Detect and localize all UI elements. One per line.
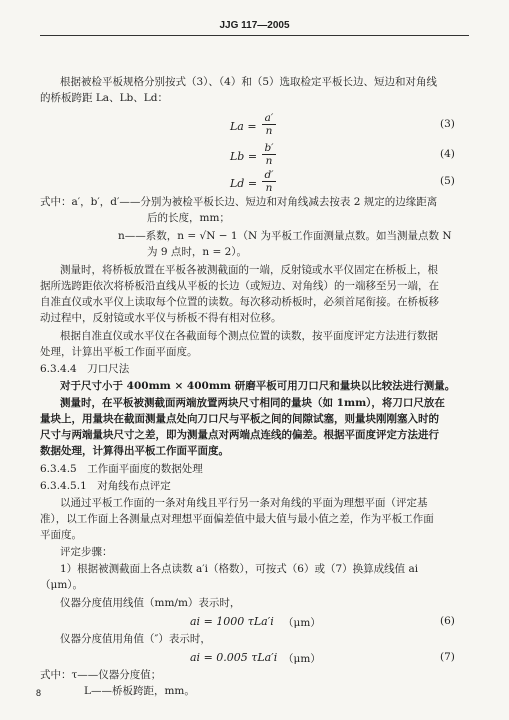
running-header: JJG 117—2005 [40,20,469,36]
eq5-fraction [262,169,276,194]
section-63451-heading: 6.3.4.5.1 对角线布点评定 [40,480,171,492]
bold-line1: 对于尺寸小于 400mm × 400mm 研磨平板可用刀口尺和量块以比较法进行测量。 [60,380,456,392]
eq3-lhs: La = [230,120,257,133]
where1-line1: 式中：a′，b′，d′——分别为被检平板长边、短边和对角线减去按表 2 规定的边缘距离 [40,196,438,208]
para4-line2: 准），以工作面上各测量点对理想平面偏差值中最大值与最小值之差，作为平板工作面 [40,513,434,525]
para2-line4: 动过程中，反射镜或水平仪与桥板不得有相对位移。 [40,312,282,324]
para3-line2: 处理，计算出平板工作面平面度。 [40,346,198,358]
linear-value-caption: 仪器分度值用线值（mm/m）表示时， [60,597,241,609]
step1-line2: （μm）。 [40,579,84,591]
where3-line1: 式中：τ——仪器分度值； [40,669,162,681]
para2-line3: 自准直仪或水平仪上读取每个位置的读数。每次移动桥板时，必须首尾衔接。在桥板移 [40,296,439,308]
para3-line1: 根据自准直仪或水平仪在各截面每个测点位置的读数，按平面度评定方法进行数据 [60,330,438,342]
eq7-number: (7) [440,651,455,663]
para4-line3: 平面度。 [40,529,82,541]
where3-line2: L——桥板跨距，mm。 [84,685,195,697]
eq4-fraction [262,142,276,167]
para2-line1: 测量时，将桥板放置在平板各被测截面的一端，反射镜或水平仪固定在桥板上，根 [60,264,438,276]
eq7-expression: ai = 0.005 τLa′i [190,651,278,664]
bold-line2: 测量时，在平板被测截面两端放置两块尺寸相同的量块（如 1mm），将刀口尺放在 [60,397,445,409]
eq7-unit: （μm） [283,653,321,665]
para4-line1: 以通过平板工作面的一条对角线且平行另一条对角线的平面为理想平面（评定基 [60,497,428,509]
eq4-number: (4) [440,148,455,160]
bold-line4: 尺寸与两端量块尺寸之差，即为测量点对两端点连线的偏差。根据平面度评定方法进行 [40,429,439,441]
para2-line2: 据所选跨距依次将桥板沿直线从平板的长边（或短边、对角线）的一端移至另一端，在 [40,280,439,292]
eq5-number: (5) [440,175,455,187]
step1-line1: 1）根据被测截面上各点读数 a′i（格数），可按式（6）或（7）换算成线值 ai [60,563,419,575]
eq5-lhs: Ld = [230,177,258,190]
eq4-numerator: b′ [262,142,276,155]
eq5-numerator: d′ [262,169,276,182]
eq3-numerator: a′ [262,112,276,125]
eq4-lhs: Lb = [230,150,258,163]
eq3-fraction [262,112,276,137]
page-number: 8 [36,688,42,698]
eq3-denominator: n [265,125,273,137]
para1-line2: 的桥板跨距 La、Lb、Ld： [40,92,168,104]
angle-value-caption: 仪器分度值用角值（″）表示时， [60,633,211,645]
eq3-number: (3) [440,118,455,130]
section-6345-heading: 6.3.4.5 工作面平面度的数据处理 [40,463,203,475]
bold-line5: 数据处理，计算得出平板工作面平面度。 [40,445,229,457]
section-6344-heading: 6.3.4.4 刀口尺法 [40,363,130,375]
eq6-number: (6) [440,615,455,627]
steps-heading: 评定步骤： [60,546,113,558]
bold-line3: 量块上，用量块在截面测量点处向刀口尺与平板之间的间隙试塞，则量块刚刚塞入时的 [40,413,439,425]
where1-line2: 后的长度，mm； [147,212,230,224]
where2-line1: n——系数，n = √N − 1（N 为平板工作面测量点数。如当测量点数 N [118,230,452,242]
para1-line1: 根据被检平板规格分别按式（3）、（4）和（5）选取检定平板长边、短边和对角线 [60,76,438,88]
eq4-denominator: n [265,155,273,167]
eq6-unit: （μm） [283,617,321,629]
where2-line2: 为 9 点时，n = 2）。 [147,246,248,258]
eq5-denominator: n [265,182,273,194]
eq6-expression: ai = 1000 τLa′i [190,615,274,628]
